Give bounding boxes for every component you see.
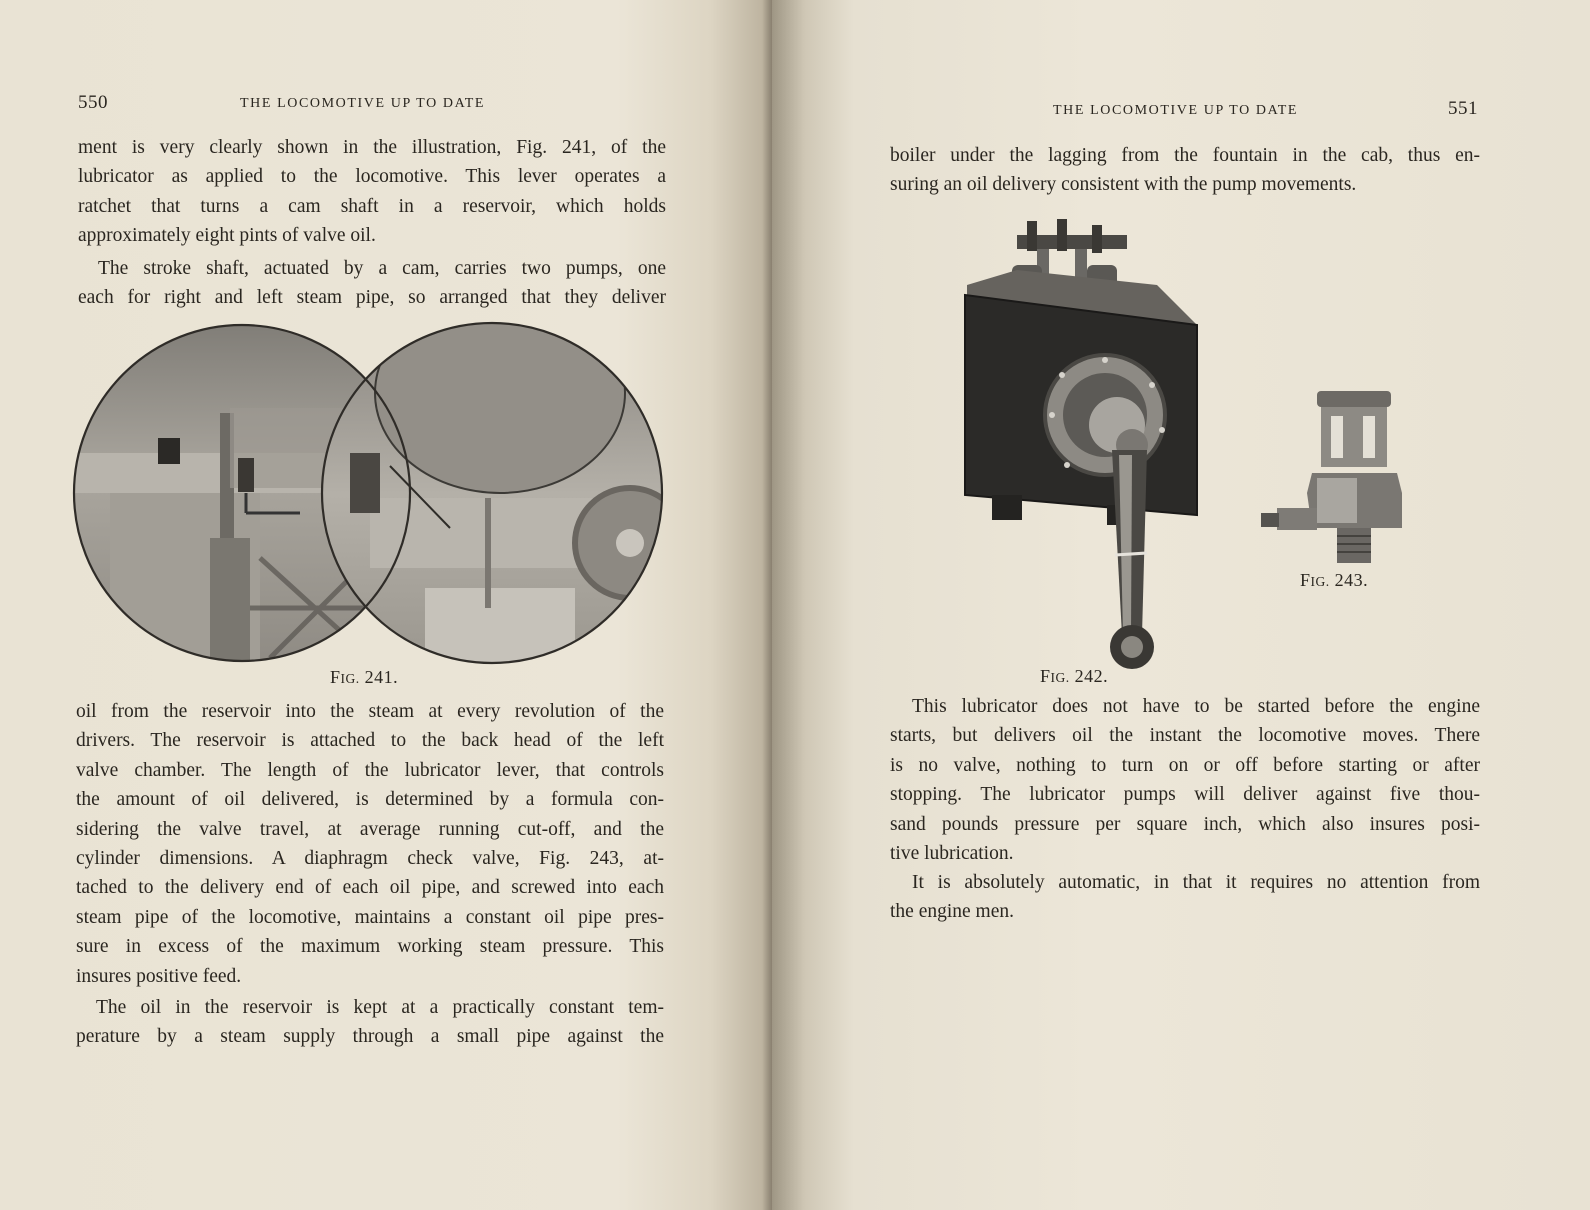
left-paragraph-3 <box>76 697 664 991</box>
text-line: boiler under the lagging from the fountain in the cab, thus en- <box>890 145 1480 166</box>
right-paragraph-2 <box>890 692 1480 868</box>
text-line: the amount of oil delivered, is determined by a formula con- <box>76 789 664 811</box>
text-line: The oil in the reservoir is kept at a practically constant tem- <box>96 997 664 1018</box>
figure-242-lubricator-illustration <box>957 215 1217 670</box>
text-line: ment is very clearly shown in the illustration, Fig. 241, of the <box>78 137 666 158</box>
text-line: insures positive feed. <box>76 965 242 987</box>
figure-243-caption <box>1300 570 1368 591</box>
caption-letter: F <box>1300 570 1311 590</box>
text-line: cylinder dimensions. A diaphragm check valve, Fig. 243, at- <box>76 848 664 870</box>
figure-242-caption <box>1040 666 1108 687</box>
left-paragraph-4 <box>76 993 664 1052</box>
text-line: sand pounds pressure per square inch, which also insures posi- <box>890 813 1480 835</box>
running-head-left: THE LOCOMOTIVE UP TO DATE <box>240 96 486 111</box>
text-line: It is absolutely automatic, in that it requires no attention from <box>912 872 1480 893</box>
figure-241-illustration <box>70 318 670 670</box>
text-line: sure in excess of the maximum working steam pressure. This <box>76 936 664 958</box>
figure-243-check-valve-illustration <box>1257 388 1407 573</box>
text-line: suring an oil delivery consistent with the pump movements. <box>890 174 1357 196</box>
right-page <box>772 0 1590 1210</box>
running-head-right: THE LOCOMOTIVE UP TO DATE <box>1053 103 1299 118</box>
figure-241-caption <box>330 667 398 688</box>
text-line: steam pipe of the locomotive, maintains a constant oil pipe pres- <box>76 906 664 928</box>
text-line: perature by a steam supply through a small pipe against the <box>76 1026 664 1048</box>
left-paragraph-2 <box>78 254 666 313</box>
text-line: drivers. The reservoir is attached to the back head of the left <box>76 730 664 752</box>
text-line: ratchet that turns a cam shaft in a reservoir, which holds <box>78 195 666 217</box>
text-line: approximately eight pints of valve oil. <box>78 225 376 247</box>
left-page <box>0 0 772 1210</box>
caption-smallcaps: IG. <box>1310 574 1330 589</box>
text-line: is no valve, nothing to turn on or off before starting or after <box>890 754 1480 776</box>
right-paragraph-3 <box>890 868 1480 927</box>
caption-letter: F <box>1040 666 1051 686</box>
text-line: tached to the delivery end of each oil pipe, and screwed into each <box>76 877 664 899</box>
text-line: oil from the reservoir into the steam at every revolution of the <box>76 701 664 722</box>
right-paragraph-1 <box>890 141 1480 200</box>
text-line: sidering the valve travel, at average running cut-off, and the <box>76 818 664 840</box>
left-paragraph-1 <box>78 133 666 251</box>
text-line: This lubricator does not have to be started before the engine <box>912 696 1480 717</box>
text-line: the engine men. <box>890 901 1014 923</box>
text-line: each for right and left steam pipe, so arranged that they deliver <box>78 287 666 309</box>
text-line: valve chamber. The length of the lubricator lever, that controls <box>76 759 664 781</box>
caption-smallcaps: IG. <box>1050 670 1070 685</box>
caption-number: 241. <box>364 667 399 687</box>
text-line: stopping. The lubricator pumps will deliver against five thou- <box>890 784 1480 806</box>
page-number-right: 551 <box>1448 98 1478 119</box>
caption-number: 243. <box>1334 570 1369 590</box>
page-number-left: 550 <box>78 92 108 113</box>
caption-number: 242. <box>1074 666 1109 686</box>
text-line: The stroke shaft, actuated by a cam, carries two pumps, one <box>98 258 666 279</box>
caption-letter: F <box>330 667 341 687</box>
caption-smallcaps: IG. <box>340 671 360 686</box>
text-line: starts, but delivers oil the instant the locomotive moves. There <box>890 725 1480 747</box>
text-line: tive lubrication. <box>890 843 1014 865</box>
text-line: lubricator as applied to the locomotive. This lever operates a <box>78 166 666 188</box>
